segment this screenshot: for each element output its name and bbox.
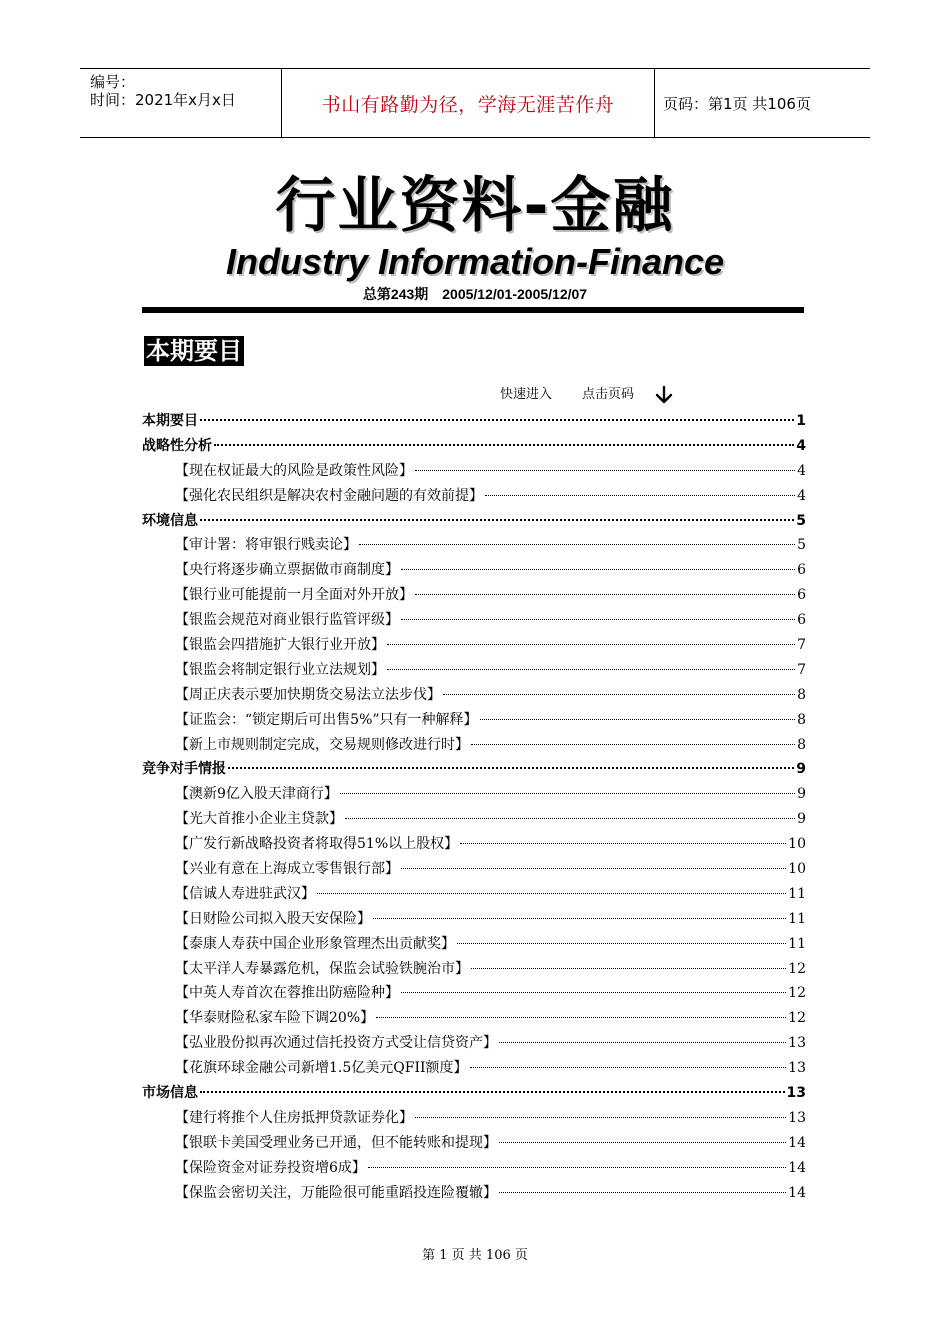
page-footer: 第 1 页 共 106 页 — [422, 1248, 528, 1263]
toc-article-entry[interactable] — [142, 1057, 806, 1082]
toc-dot-leader — [317, 893, 786, 894]
toc-dot-leader — [457, 943, 786, 944]
toc-entry-title[interactable]: 【中英人寿首次在蓉推出防癌险种】 — [175, 985, 399, 1002]
toc-article-entry[interactable] — [142, 485, 806, 510]
title-english: Industry Information-Finance — [225, 241, 725, 282]
toc-page-number[interactable]: 6 — [797, 562, 806, 579]
quick-nav-hint — [500, 384, 674, 406]
toc-page-number[interactable]: 13 — [788, 1035, 806, 1052]
toc-dot-leader — [387, 644, 795, 645]
toc-article-entry[interactable] — [142, 833, 806, 858]
toc-dot-leader — [359, 544, 795, 545]
toc-entry-title[interactable]: 【银行业可能提前一月全面对外开放】 — [175, 587, 413, 604]
document-header — [80, 68, 870, 138]
toc-page-number[interactable]: 6 — [797, 612, 806, 629]
toc-page-number[interactable]: 8 — [797, 736, 806, 753]
toc-page-number[interactable]: 4 — [797, 487, 806, 504]
toc-page-number[interactable]: 8 — [797, 686, 806, 703]
toc-section-entry[interactable] — [142, 1082, 806, 1107]
header-meta-cell — [80, 69, 280, 137]
toc-page-number[interactable]: 8 — [797, 711, 806, 728]
toc-dot-leader — [387, 669, 795, 670]
toc-page-number[interactable]: 1 — [796, 413, 806, 429]
toc-page-number[interactable]: 5 — [797, 537, 806, 554]
issue-number: 总第243期 — [362, 286, 429, 302]
toc-dot-leader — [499, 1042, 786, 1043]
toc-article-entry[interactable] — [142, 908, 806, 933]
toc-dot-leader — [415, 594, 795, 595]
toc-entry-title[interactable]: 【信诚人寿进驻武汉】 — [175, 885, 315, 902]
toc-dot-leader — [480, 719, 796, 720]
toc-article-entry[interactable] — [142, 783, 806, 808]
toc-dot-leader — [443, 694, 795, 695]
toc-dot-leader — [214, 444, 794, 446]
toc-entry-title[interactable]: 【周正庆表示要加快期货交易法立法步伐】 — [175, 686, 441, 703]
title-chinese: 行业资料-金融 — [275, 171, 675, 241]
toc-dot-leader — [401, 569, 795, 570]
toc-article-entry[interactable] — [142, 659, 806, 684]
toc-entry-title[interactable]: 【强化农民组织是解决农村金融问题的有效前提】 — [175, 487, 483, 504]
toc-dot-leader — [499, 1142, 786, 1143]
toc-entry-title[interactable]: 【花旗环球金融公司新增1.5亿美元QFII额度】 — [175, 1060, 468, 1077]
document-date-label: 时间：2021年x月x日 — [90, 91, 236, 109]
toc-page-number[interactable]: 10 — [788, 836, 806, 853]
toc-page-number[interactable]: 9 — [797, 786, 806, 803]
toc-section-entry[interactable] — [142, 435, 806, 460]
toc-article-entry[interactable] — [142, 684, 806, 709]
toc-entry-title[interactable]: 战略性分析 — [142, 437, 212, 454]
toc-article-entry[interactable] — [142, 460, 806, 485]
toc-page-number[interactable]: 7 — [797, 661, 806, 678]
toc-entry-title[interactable]: 【保监会密切关注，万能险很可能重蹈投连险覆辙】 — [175, 1184, 497, 1201]
toc-dot-leader — [470, 1067, 787, 1068]
toc-article-entry[interactable] — [142, 883, 806, 908]
toc-dot-leader — [471, 744, 795, 745]
table-of-contents — [142, 410, 806, 1207]
toc-entry-title[interactable]: 竞争对手情报 — [142, 761, 226, 778]
toc-article-entry[interactable] — [142, 609, 806, 634]
toc-article-entry[interactable] — [142, 1132, 806, 1157]
down-arrow-icon — [654, 385, 674, 405]
toc-entry-title[interactable]: 【银监会规范对商业银行监管评级】 — [175, 612, 399, 629]
toc-entry-title[interactable]: 【建行将推个人住房抵押贷款证券化】 — [175, 1109, 413, 1126]
toc-page-number[interactable]: 10 — [788, 861, 806, 878]
issue-date-range: 2005/12/01-2005/12/07 — [442, 286, 588, 302]
quick-nav-left: 快速进入 — [500, 387, 553, 402]
toc-section-entry[interactable] — [142, 510, 806, 535]
toc-dot-leader — [401, 868, 786, 869]
toc-entry-title[interactable]: 【审计署：将审银行贱卖论】 — [175, 537, 357, 554]
toc-dot-leader — [401, 992, 786, 993]
toc-dot-leader — [200, 419, 794, 421]
toc-entry-title[interactable]: 【现在权证最大的风险是政策性风险】 — [175, 462, 413, 479]
toc-article-entry[interactable] — [142, 584, 806, 609]
toc-entry-title[interactable]: 【广发行新战略投资者将取得51%以上股权】 — [175, 836, 459, 853]
toc-page-number[interactable]: 9 — [797, 811, 806, 828]
toc-article-entry[interactable] — [142, 634, 806, 659]
issue-line — [0, 284, 950, 304]
toc-page-number[interactable]: 11 — [788, 910, 806, 927]
title-divider — [142, 307, 804, 313]
toc-dot-leader — [345, 818, 795, 819]
header-page-cell — [655, 69, 870, 137]
toc-page-number[interactable]: 14 — [788, 1159, 806, 1176]
header-motto-cell — [281, 69, 655, 137]
toc-dot-leader — [415, 470, 795, 471]
toc-article-entry[interactable] — [142, 982, 806, 1007]
toc-entry-title[interactable]: 【光大首推小企业主贷款】 — [175, 811, 343, 828]
toc-dot-leader — [200, 1091, 785, 1093]
toc-article-entry[interactable] — [142, 534, 806, 559]
toc-page-number[interactable]: 13 — [788, 1109, 806, 1126]
toc-dot-leader — [200, 519, 794, 521]
toc-dot-leader — [485, 495, 795, 496]
toc-page-number[interactable]: 6 — [797, 587, 806, 604]
quick-nav-right: 点击页码 — [582, 387, 635, 402]
toc-section-entry[interactable] — [142, 410, 806, 435]
toc-dot-leader — [415, 1117, 786, 1118]
toc-article-entry[interactable] — [142, 1157, 806, 1182]
toc-dot-leader — [340, 793, 795, 794]
toc-entry-title[interactable]: 【证监会：“锁定期后可出售5%”只有一种解释】 — [175, 711, 478, 728]
toc-entry-title[interactable]: 【弘业股份拟再次通过信托投资方式受让信贷资产】 — [175, 1035, 497, 1052]
toc-article-entry[interactable] — [142, 709, 806, 734]
toc-entry-title[interactable]: 【兴业有意在上海成立零售银行部】 — [175, 861, 399, 878]
toc-dot-leader — [401, 619, 795, 620]
toc-dot-leader — [376, 1017, 786, 1018]
toc-page-number[interactable]: 13 — [786, 1085, 806, 1102]
toc-page-number[interactable]: 11 — [788, 885, 806, 902]
toc-page-number[interactable]: 14 — [788, 1134, 806, 1151]
toc-page-number[interactable]: 7 — [797, 637, 806, 654]
toc-article-entry[interactable] — [142, 559, 806, 584]
toc-page-number[interactable]: 4 — [796, 437, 806, 454]
toc-entry-title[interactable]: 【银联卡美国受理业务已开通，但不能转账和提现】 — [175, 1134, 497, 1151]
toc-entry-title[interactable]: 【银监会四措施扩大银行业开放】 — [175, 637, 385, 654]
toc-page-number[interactable]: 14 — [788, 1184, 806, 1201]
toc-dot-leader — [373, 918, 786, 919]
toc-entry-title[interactable]: 【央行将逐步确立票据做市商制度】 — [175, 562, 399, 579]
toc-entry-title[interactable]: 【华泰财险私家车险下调20%】 — [175, 1010, 375, 1027]
toc-article-entry[interactable] — [142, 858, 806, 883]
toc-page-number[interactable]: 13 — [788, 1060, 806, 1077]
toc-entry-title[interactable]: 环境信息 — [142, 512, 198, 529]
toc-dot-leader — [471, 968, 786, 969]
motto-text: 书山有路勤为径，学海无涯苦作舟 — [321, 93, 615, 116]
toc-section-entry[interactable] — [142, 758, 806, 783]
toc-article-entry[interactable] — [142, 1182, 806, 1207]
toc-entry-title[interactable]: 【泰康人寿获中国企业形象管理杰出贡献奖】 — [175, 935, 455, 952]
toc-article-entry[interactable] — [142, 734, 806, 759]
toc-page-number[interactable]: 12 — [788, 1010, 806, 1027]
toc-dot-leader — [499, 1192, 786, 1193]
toc-entry-title[interactable]: 【日财险公司拟入股天安保险】 — [175, 910, 371, 927]
toc-entry-title[interactable]: 本期要目 — [142, 413, 198, 429]
toc-entry-title[interactable]: 市场信息 — [142, 1085, 198, 1102]
toc-article-entry[interactable] — [142, 1032, 806, 1057]
toc-page-number[interactable]: 12 — [788, 985, 806, 1002]
toc-page-number[interactable]: 5 — [796, 512, 806, 529]
toc-article-entry[interactable] — [142, 808, 806, 833]
toc-dot-leader — [460, 843, 786, 844]
toc-entry-title[interactable]: 【太平洋人寿暴露危机，保监会试验铁腕治市】 — [175, 960, 469, 977]
header-page-info: 页码：第1页 共106页 — [663, 94, 811, 113]
toc-article-entry[interactable] — [142, 958, 806, 983]
toc-article-entry[interactable] — [142, 1007, 806, 1032]
toc-article-entry[interactable] — [142, 1107, 806, 1132]
toc-page-number[interactable]: 11 — [788, 935, 806, 952]
toc-entry-title[interactable]: 【银监会将制定银行业立法规划】 — [175, 661, 385, 678]
toc-entry-title[interactable]: 【澳新9亿入股天津商行】 — [175, 786, 338, 803]
toc-entry-title[interactable]: 【保险资金对证券投资增6成】 — [175, 1159, 366, 1176]
section-title: 本期要目 — [146, 337, 242, 365]
toc-dot-leader — [368, 1167, 786, 1168]
toc-page-number[interactable]: 12 — [788, 960, 806, 977]
toc-page-number[interactable]: 9 — [796, 761, 806, 778]
document-number-label: 编号： — [90, 73, 136, 91]
toc-entry-title[interactable]: 【新上市规则制定完成，交易规则修改进行时】 — [175, 736, 469, 753]
toc-dot-leader — [228, 767, 794, 769]
toc-article-entry[interactable] — [142, 933, 806, 958]
toc-page-number[interactable]: 4 — [797, 462, 806, 479]
